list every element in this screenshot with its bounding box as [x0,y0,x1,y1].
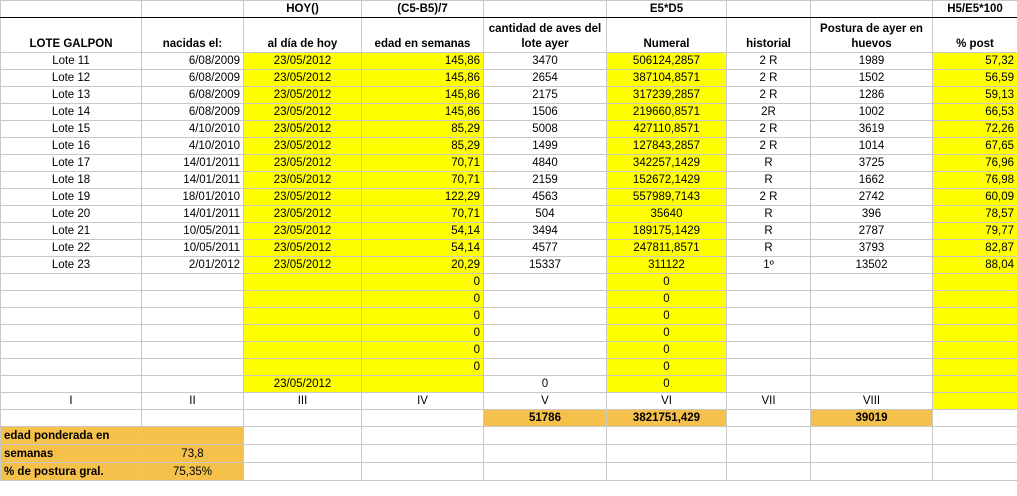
historial-cell[interactable]: 1º [727,257,811,274]
hoy-cell[interactable] [244,359,362,376]
nacidas-cell[interactable]: 6/08/2009 [142,104,244,121]
post-cell[interactable] [933,342,1017,359]
numeral-cell[interactable]: 127843,2857 [607,138,727,155]
post-cell[interactable]: 78,57 [933,206,1017,223]
table-row [1,206,1017,223]
postura-cell[interactable]: 1014 [811,138,933,155]
table-row [1,138,1017,155]
post-cell[interactable]: 76,96 [933,155,1017,172]
historial-cell[interactable]: R [727,223,811,240]
lote-cell[interactable]: Lote 16 [1,138,142,155]
postura-cell[interactable]: 1662 [811,172,933,189]
lote-cell[interactable]: Lote 23 [1,257,142,274]
lote-cell[interactable]: Lote 14 [1,104,142,121]
hoy-cell[interactable]: 23/05/2012 [244,104,362,121]
summary-edad-value-blank[interactable] [142,427,244,445]
numeral-cell[interactable]: 427110,8571 [607,121,727,138]
cantidad-cell[interactable]: 1506 [484,104,607,121]
total-postura-cell[interactable]: 39019 [811,410,933,427]
post-cell[interactable] [933,359,1017,376]
edad-cell[interactable]: 145,86 [362,70,484,87]
post-cell[interactable] [933,291,1017,308]
post-cell[interactable]: 67,65 [933,138,1017,155]
edad-cell[interactable]: 145,86 [362,53,484,70]
postura-cell[interactable]: 1989 [811,53,933,70]
cell[interactable] [727,445,811,463]
edad-cell[interactable]: 70,71 [362,206,484,223]
lote-cell[interactable] [1,359,142,376]
historial-cell[interactable]: R [727,206,811,223]
table-row [1,240,1017,257]
historial-cell[interactable]: 2 R [727,121,811,138]
lote-cell[interactable] [1,274,142,291]
summary-row [1,427,1017,445]
cell[interactable] [607,427,727,445]
historial-cell[interactable]: 2R [727,104,811,121]
hoy-cell[interactable] [244,342,362,359]
nacidas-cell[interactable]: 10/05/2011 [142,240,244,257]
post-cell[interactable]: 88,04 [933,257,1017,274]
summary-row [1,463,1017,481]
post-cell[interactable] [933,274,1017,291]
post-cell[interactable]: 59,13 [933,87,1017,104]
table-row [1,342,1017,359]
lote-cell[interactable]: Lote 18 [1,172,142,189]
table-row [1,325,1017,342]
cell[interactable] [244,410,362,427]
postura-cell[interactable] [811,291,933,308]
cell[interactable] [933,463,1017,481]
nacidas-cell[interactable] [142,274,244,291]
cantidad-cell[interactable] [484,342,607,359]
lote-cell[interactable] [1,376,142,393]
historial-cell[interactable]: R [727,155,811,172]
cell[interactable] [362,445,484,463]
edad-cell[interactable]: 0 [362,308,484,325]
column-index-row [1,393,1017,410]
header-cantidad[interactable]: cantidad de aves del lote ayer [484,18,607,53]
cell[interactable] [607,463,727,481]
edad-cell[interactable]: 54,14 [362,240,484,257]
header-lote[interactable]: LOTE GALPON [1,18,142,53]
hoy-cell[interactable]: 23/05/2012 [244,172,362,189]
postura-cell[interactable] [811,342,933,359]
cell[interactable] [244,445,362,463]
edad-cell[interactable]: 85,29 [362,121,484,138]
historial-cell[interactable] [727,274,811,291]
numeral-cell[interactable]: 0 [607,291,727,308]
hoy-cell[interactable] [244,325,362,342]
numeral-cell[interactable]: 317239,2857 [607,87,727,104]
numeral-cell[interactable]: 0 [607,325,727,342]
post-cell[interactable]: 79,77 [933,223,1017,240]
column-index-cell[interactable]: I [1,393,142,410]
cell[interactable] [484,1,607,18]
cell[interactable] [607,445,727,463]
historial-cell[interactable] [727,359,811,376]
cell[interactable] [362,463,484,481]
lote-cell[interactable]: Lote 11 [1,53,142,70]
hoy-cell[interactable] [244,308,362,325]
table-row [1,70,1017,87]
cantidad-cell[interactable]: 4563 [484,189,607,206]
formula-post-cell[interactable]: H5/E5*100 [933,1,1017,18]
historial-cell[interactable]: 2 R [727,189,811,206]
column-index-cell[interactable]: IV [362,393,484,410]
cantidad-cell[interactable]: 2175 [484,87,607,104]
post-cell[interactable]: 82,87 [933,240,1017,257]
edad-cell[interactable]: 122,29 [362,189,484,206]
historial-cell[interactable] [727,342,811,359]
numeral-cell[interactable]: 219660,8571 [607,104,727,121]
post-cell[interactable]: 60,09 [933,189,1017,206]
nacidas-cell[interactable] [142,376,244,393]
table-row [1,189,1017,206]
cantidad-cell[interactable] [484,291,607,308]
header-postura[interactable]: Postura de ayer en huevos [811,18,933,53]
cantidad-cell[interactable]: 504 [484,206,607,223]
hoy-cell[interactable]: 23/05/2012 [244,240,362,257]
summary-edad-value[interactable]: 73,8 [142,445,244,463]
postura-cell[interactable] [811,376,933,393]
total-cantidad-cell[interactable]: 51786 [484,410,607,427]
cell[interactable] [484,427,607,445]
numeral-cell[interactable]: 247811,8571 [607,240,727,257]
postura-cell[interactable] [811,359,933,376]
historial-cell[interactable] [727,325,811,342]
lote-cell[interactable] [1,342,142,359]
postura-cell[interactable] [811,325,933,342]
postura-cell[interactable]: 3793 [811,240,933,257]
nacidas-cell[interactable]: 2/01/2012 [142,257,244,274]
edad-cell[interactable]: 70,71 [362,155,484,172]
table-row [1,257,1017,274]
post-cell[interactable] [933,308,1017,325]
edad-cell[interactable]: 54,14 [362,223,484,240]
historial-cell[interactable]: R [727,240,811,257]
numeral-cell[interactable]: 35640 [607,206,727,223]
cell[interactable] [362,427,484,445]
table-row [1,53,1017,70]
numeral-cell[interactable]: 342257,1429 [607,155,727,172]
post-cell[interactable]: 72,26 [933,121,1017,138]
edad-cell[interactable]: 0 [362,274,484,291]
nacidas-cell[interactable]: 10/05/2011 [142,223,244,240]
cell[interactable] [142,410,244,427]
cantidad-cell[interactable]: 4577 [484,240,607,257]
hoy-cell[interactable]: 23/05/2012 [244,376,362,393]
table-row [1,121,1017,138]
hoy-cell[interactable]: 23/05/2012 [244,206,362,223]
numeral-cell[interactable]: 0 [607,274,727,291]
nacidas-cell[interactable] [142,291,244,308]
lote-cell[interactable]: Lote 17 [1,155,142,172]
lote-cell[interactable]: Lote 22 [1,240,142,257]
total-numeral-cell[interactable]: 3821751,429 [607,410,727,427]
cell[interactable] [727,427,811,445]
cell[interactable] [727,1,811,18]
header-edad[interactable]: edad en semanas [362,18,484,53]
cell[interactable] [811,463,933,481]
post-cell[interactable]: 56,59 [933,70,1017,87]
lote-cell[interactable]: Lote 12 [1,70,142,87]
edad-cell[interactable]: 145,86 [362,87,484,104]
numeral-cell[interactable]: 0 [607,359,727,376]
column-index-cell[interactable]: VII [727,393,811,410]
postura-cell[interactable]: 1502 [811,70,933,87]
formula-hoy-cell[interactable]: HOY() [244,1,362,18]
historial-cell[interactable]: 2 R [727,53,811,70]
cell[interactable] [484,445,607,463]
formula-row [1,1,1017,18]
post-cell[interactable]: 66,53 [933,104,1017,121]
postura-cell[interactable]: 2742 [811,189,933,206]
summary-row [1,445,1017,463]
historial-cell[interactable]: 2 R [727,138,811,155]
header-al-dia[interactable]: al día de hoy [244,18,362,53]
edad-cell[interactable]: 0 [362,325,484,342]
nacidas-cell[interactable]: 14/01/2011 [142,206,244,223]
column-index-cell[interactable]: III [244,393,362,410]
postura-cell[interactable] [811,308,933,325]
historial-cell[interactable]: R [727,172,811,189]
hoy-cell[interactable] [244,274,362,291]
nacidas-cell[interactable]: 6/08/2009 [142,87,244,104]
hoy-cell[interactable]: 23/05/2012 [244,53,362,70]
numeral-cell[interactable]: 506124,2857 [607,53,727,70]
cantidad-cell[interactable] [484,308,607,325]
summary-edad-label[interactable]: edad ponderada en [1,427,142,445]
header-post[interactable]: % post [933,18,1017,53]
nacidas-cell[interactable]: 18/01/2010 [142,189,244,206]
lote-cell[interactable] [1,325,142,342]
column-index-cell[interactable]: II [142,393,244,410]
historial-cell[interactable] [727,308,811,325]
nacidas-cell[interactable] [142,342,244,359]
numeral-cell[interactable]: 0 [607,342,727,359]
edad-cell[interactable]: 0 [362,291,484,308]
post-cell[interactable]: 76,98 [933,172,1017,189]
edad-cell[interactable]: 145,86 [362,104,484,121]
table-row [1,291,1017,308]
cantidad-cell[interactable]: 1499 [484,138,607,155]
table-row [1,308,1017,325]
cantidad-cell[interactable]: 15337 [484,257,607,274]
lote-cell[interactable] [1,291,142,308]
cell[interactable] [811,445,933,463]
numeral-cell[interactable]: 387104,8571 [607,70,727,87]
nacidas-cell[interactable]: 6/08/2009 [142,70,244,87]
cell[interactable] [362,410,484,427]
historial-cell[interactable] [727,291,811,308]
hoy-cell[interactable]: 23/05/2012 [244,223,362,240]
header-row [1,18,1017,53]
numeral-cell[interactable]: 311122 [607,257,727,274]
nacidas-cell[interactable]: 4/10/2010 [142,138,244,155]
post-cell[interactable] [933,325,1017,342]
table-row [1,376,1017,393]
edad-cell[interactable]: 0 [362,342,484,359]
hoy-cell[interactable]: 23/05/2012 [244,257,362,274]
formula-numeral-cell[interactable]: E5*D5 [607,1,727,18]
historial-cell[interactable]: 2 R [727,70,811,87]
numeral-cell[interactable]: 0 [607,376,727,393]
edad-cell[interactable]: 85,29 [362,138,484,155]
cell[interactable] [142,1,244,18]
hoy-cell[interactable]: 23/05/2012 [244,189,362,206]
edad-cell[interactable] [362,376,484,393]
nacidas-cell[interactable]: 14/01/2011 [142,155,244,172]
summary-edad-label-2[interactable]: semanas [1,445,142,463]
table-row [1,359,1017,376]
edad-cell[interactable]: 0 [362,359,484,376]
header-numeral[interactable]: Numeral [607,18,727,53]
lote-cell[interactable]: Lote 13 [1,87,142,104]
header-historial[interactable]: historial [727,18,811,53]
nacidas-cell[interactable]: 4/10/2010 [142,121,244,138]
cantidad-cell[interactable]: 3470 [484,53,607,70]
cantidad-cell[interactable]: 2159 [484,172,607,189]
cell[interactable] [727,410,811,427]
nacidas-cell[interactable]: 14/01/2011 [142,172,244,189]
numeral-cell[interactable]: 557989,7143 [607,189,727,206]
lote-cell[interactable]: Lote 21 [1,223,142,240]
cantidad-cell[interactable] [484,274,607,291]
cell[interactable] [933,445,1017,463]
totals-row [1,410,1017,427]
hoy-cell[interactable]: 23/05/2012 [244,121,362,138]
hoy-cell[interactable]: 23/05/2012 [244,138,362,155]
lote-cell[interactable]: Lote 20 [1,206,142,223]
edad-cell[interactable]: 70,71 [362,172,484,189]
cantidad-cell[interactable] [484,359,607,376]
header-nacidas[interactable]: nacidas el: [142,18,244,53]
table-row [1,274,1017,291]
edad-cell[interactable]: 20,29 [362,257,484,274]
hoy-cell[interactable]: 23/05/2012 [244,87,362,104]
numeral-cell[interactable]: 189175,1429 [607,223,727,240]
postura-cell[interactable]: 3619 [811,121,933,138]
formula-edad-cell[interactable]: (C5-B5)/7 [362,1,484,18]
nacidas-cell[interactable] [142,359,244,376]
lote-cell[interactable] [1,308,142,325]
cell[interactable] [933,410,1017,427]
cantidad-cell[interactable]: 5008 [484,121,607,138]
cell[interactable] [1,410,142,427]
summary-postura-value[interactable]: 75,35% [142,463,244,481]
historial-cell[interactable] [727,376,811,393]
lote-cell[interactable]: Lote 15 [1,121,142,138]
postura-cell[interactable]: 13502 [811,257,933,274]
column-index-cell[interactable]: VIII [811,393,933,410]
post-cell[interactable] [933,376,1017,393]
table-row [1,223,1017,240]
hoy-cell[interactable]: 23/05/2012 [244,155,362,172]
hoy-cell[interactable]: 23/05/2012 [244,70,362,87]
postura-cell[interactable] [811,274,933,291]
cell[interactable] [727,463,811,481]
cantidad-cell[interactable] [484,325,607,342]
cell[interactable] [1,1,142,18]
postura-cell[interactable]: 1286 [811,87,933,104]
summary-postura-label[interactable]: % de postura gral. [1,463,142,481]
postura-cell[interactable]: 396 [811,206,933,223]
cantidad-cell[interactable]: 0 [484,376,607,393]
table-row [1,87,1017,104]
cell[interactable] [811,1,933,18]
cell[interactable] [933,427,1017,445]
column-index-cell[interactable]: V [484,393,607,410]
hoy-cell[interactable] [244,291,362,308]
postura-cell[interactable]: 2787 [811,223,933,240]
cell[interactable] [933,393,1017,410]
nacidas-cell[interactable] [142,325,244,342]
postura-cell[interactable]: 3725 [811,155,933,172]
table-row [1,155,1017,172]
cell[interactable] [811,427,933,445]
lote-cell[interactable]: Lote 19 [1,189,142,206]
table-row [1,104,1017,121]
numeral-cell[interactable]: 152672,1429 [607,172,727,189]
cell[interactable] [244,427,362,445]
postura-cell[interactable]: 1002 [811,104,933,121]
numeral-cell[interactable]: 0 [607,308,727,325]
nacidas-cell[interactable]: 6/08/2009 [142,53,244,70]
cell[interactable] [244,463,362,481]
table-row [1,172,1017,189]
nacidas-cell[interactable] [142,308,244,325]
column-index-cell[interactable]: VI [607,393,727,410]
post-cell[interactable]: 57,32 [933,53,1017,70]
historial-cell[interactable]: 2 R [727,87,811,104]
cell[interactable] [484,463,607,481]
cantidad-cell[interactable]: 3494 [484,223,607,240]
cantidad-cell[interactable]: 2654 [484,70,607,87]
cantidad-cell[interactable]: 4840 [484,155,607,172]
